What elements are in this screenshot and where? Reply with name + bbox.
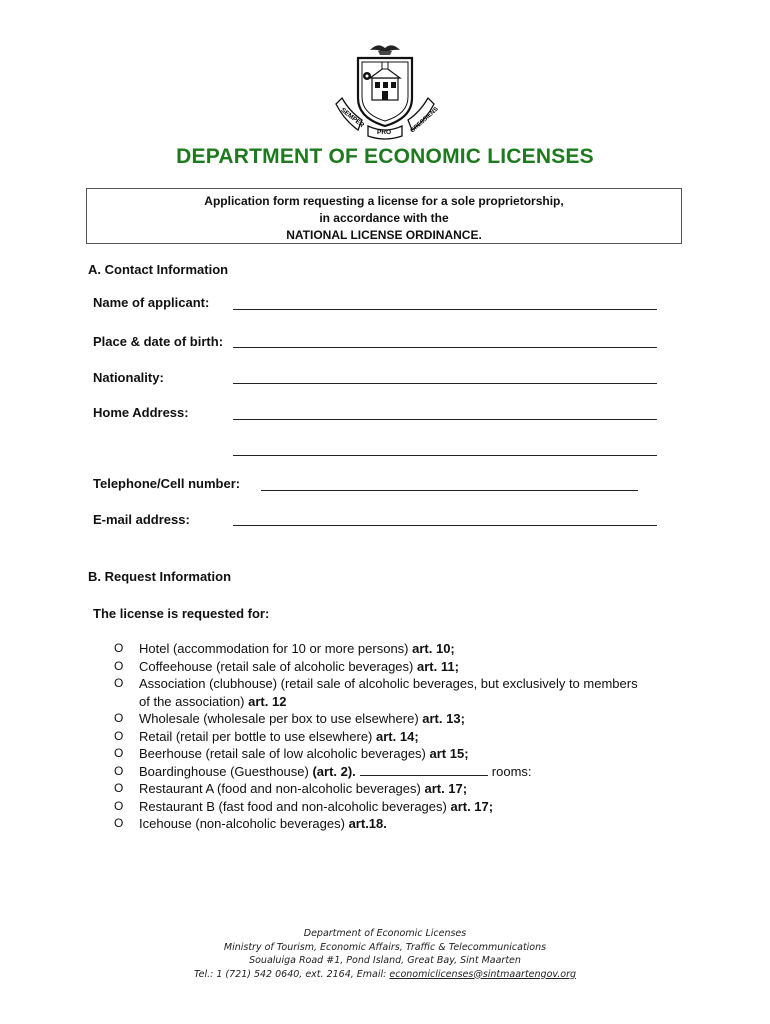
- footer-phone: Tel.: 1 (721) 542 0640, ext. 2164, Email:: [193, 968, 390, 980]
- option-text: Wholesale (wholesale per box to use elsewhere): [139, 711, 423, 726]
- option-bullet[interactable]: O: [114, 816, 124, 830]
- rooms-input-line[interactable]: [360, 763, 488, 776]
- option-retail[interactable]: [112, 728, 652, 746]
- option-article: art. 10;: [412, 641, 455, 656]
- option-text: Icehouse (non-alcoholic beverages): [139, 816, 349, 831]
- birth-label: Place & date of birth:: [93, 334, 224, 349]
- address-input-line-2[interactable]: [233, 455, 657, 456]
- rooms-label: rooms:: [491, 763, 532, 779]
- email-label: E-mail address:: [93, 512, 190, 527]
- nationality-label: Nationality:: [93, 370, 164, 385]
- page-footer: [0, 927, 770, 981]
- option-boardinghouse[interactable]: [112, 763, 652, 781]
- request-subheading: The license is requested for:: [93, 606, 270, 621]
- option-article: art. 17;: [424, 781, 468, 796]
- option-bullet[interactable]: O: [114, 798, 124, 813]
- name-label: Name of applicant:: [93, 295, 210, 310]
- intro-box: [86, 188, 682, 244]
- option-wholesale[interactable]: [112, 710, 652, 728]
- telephone-input-line[interactable]: [261, 490, 638, 491]
- option-bullet[interactable]: O: [114, 711, 124, 725]
- option-icehouse[interactable]: [112, 815, 652, 833]
- page-title: DEPARTMENT OF ECONOMIC LICENSES: [176, 145, 594, 168]
- option-article: art.18.: [348, 816, 387, 831]
- option-text: Boardinghouse (Guesthouse): [139, 763, 313, 779]
- footer-contact: [0, 968, 770, 982]
- section-a-heading: A. Contact Information: [88, 262, 229, 277]
- option-bullet[interactable]: O: [114, 658, 124, 673]
- nationality-input-line[interactable]: [233, 383, 657, 384]
- option-bullet[interactable]: O: [114, 763, 124, 778]
- telephone-label: Telephone/Cell number:: [93, 476, 241, 491]
- option-article: art. 17;: [450, 798, 494, 814]
- email-input-line[interactable]: [233, 525, 657, 526]
- footer-address: Soualuiga Road #1, Pond Island, Great Bay, Sint Maarten: [249, 955, 521, 966]
- footer-department: Department of Economic Licenses: [303, 928, 467, 939]
- section-b-heading: B. Request Information: [88, 569, 232, 584]
- option-coffeehouse[interactable]: [112, 658, 652, 676]
- option-bullet[interactable]: O: [114, 676, 124, 690]
- option-bullet[interactable]: O: [114, 728, 124, 743]
- option-article: art. 11;: [416, 658, 459, 674]
- license-options-list: [112, 640, 652, 833]
- option-text: Restaurant A (food and non-alcoholic beverages): [139, 781, 425, 796]
- birth-input-line[interactable]: [233, 347, 657, 348]
- option-text: Retail (retail per bottle to use elsewhere): [139, 728, 377, 744]
- intro-line-2: in accordance with the: [319, 211, 449, 225]
- option-text: Association (clubhouse) (retail sale of alcoholic beverages, but exclusively to members of the association): [139, 676, 638, 709]
- option-text: Restaurant B (fast food and non-alcoholic beverages): [139, 798, 451, 814]
- option-bullet[interactable]: O: [114, 746, 124, 760]
- footer-email-link[interactable]: economiclicenses@sintmaartengov.org: [389, 968, 577, 980]
- option-bullet[interactable]: O: [114, 781, 124, 795]
- address-label: Home Address:: [93, 405, 189, 420]
- option-text: Coffeehouse (retail sale of alcoholic beverages): [139, 658, 417, 674]
- option-association[interactable]: [112, 675, 652, 710]
- option-bullet[interactable]: O: [114, 641, 124, 655]
- intro-line-1: Application form requesting a license for a sole proprietorship,: [204, 194, 564, 208]
- option-hotel[interactable]: [112, 640, 652, 658]
- option-text: Beerhouse (retail sale of low alcoholic beverages): [139, 746, 430, 761]
- coat-of-arms-seal: [330, 40, 440, 140]
- footer-ministry: Ministry of Tourism, Economic Affairs, Traffic & Telecommunications: [223, 941, 547, 953]
- option-beerhouse[interactable]: [112, 745, 652, 763]
- option-restaurant-b[interactable]: [112, 798, 652, 816]
- option-text: Hotel (accommodation for 10 or more persons): [139, 641, 413, 656]
- intro-line-3: NATIONAL LICENSE ORDINANCE.: [286, 228, 482, 242]
- option-article: art. 12: [248, 693, 287, 709]
- seal-motto-gressiens: GRESSIENS: [409, 106, 440, 135]
- option-article: (art. 2).: [312, 763, 356, 779]
- option-article: art 15;: [429, 746, 469, 761]
- address-input-line-1[interactable]: [233, 419, 657, 420]
- option-article: art. 13;: [422, 711, 465, 726]
- seal-motto-pro: PRO: [377, 129, 392, 136]
- name-input-line[interactable]: [233, 309, 657, 310]
- seal-motto-semper: SEMPER: [339, 106, 366, 130]
- option-article: art. 14;: [376, 728, 419, 744]
- option-restaurant-a[interactable]: [112, 780, 652, 798]
